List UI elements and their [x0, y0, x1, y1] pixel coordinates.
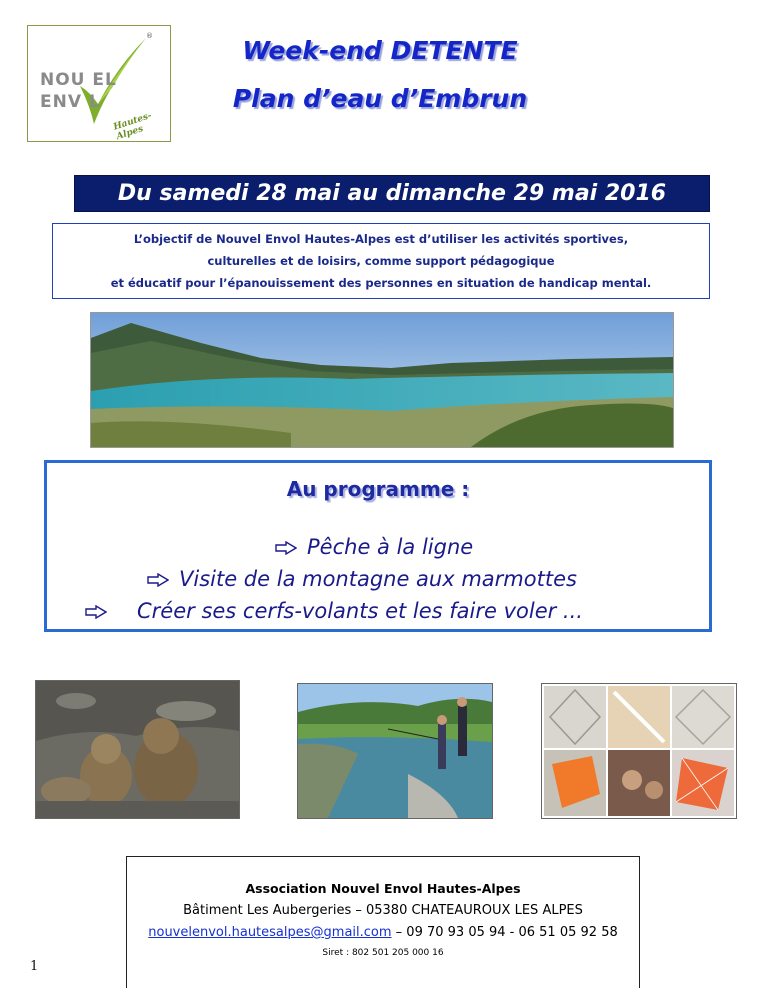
fishing-photo [297, 683, 493, 819]
registered-mark: ® [146, 32, 153, 40]
programme-item-label: Visite de la montagne aux marmottes [179, 567, 577, 591]
contact-footer [126, 856, 640, 988]
date-banner: Du samedi 28 mai au dimanche 29 mai 2016 [74, 175, 710, 212]
association-name: Association Nouvel Envol Hautes-Alpes [245, 881, 521, 896]
programme-item-label: Créer ses cerfs-volants et les faire voler ... [137, 599, 583, 623]
marmots-photo [35, 680, 240, 819]
siret-number: Siret : 802 501 205 000 16 [322, 948, 444, 958]
logo-subtitle: Hautes-Alpes [112, 110, 154, 143]
nouvel-envol-logo [27, 25, 171, 142]
email-link[interactable]: nouvelenvol.hautesalpes@gmail.com [148, 925, 392, 940]
association-address: Bâtiment Les Aubergeries – 05380 CHATEAUROUX LES ALPES [183, 903, 583, 918]
lake-panorama-photo [90, 312, 674, 448]
event-title: Week-end DETENTE [242, 36, 518, 65]
page-number: 1 [30, 959, 39, 974]
programme-item [147, 567, 577, 591]
objective-box [52, 223, 710, 299]
arrow-right-icon [85, 605, 107, 619]
arrow-right-icon [147, 573, 169, 587]
programme-box [44, 460, 712, 632]
programme-item-label: Pêche à la ligne [307, 535, 474, 559]
programme-item [85, 599, 583, 623]
event-location: Plan d’eau d’Embrun [232, 84, 528, 113]
arrow-right-icon [275, 541, 297, 555]
objective-line: L’objectif de Nouvel Envol Hautes-Alpes est d’utiliser les activités sportives, [133, 232, 629, 246]
objective-line: et éducatif pour l’épanouissement des personnes en situation de handicap mental. [110, 276, 652, 290]
programme-item [275, 535, 473, 559]
objective-line: culturelles et de loisirs, comme support pédagogique [207, 254, 555, 268]
programme-heading: Au programme : [286, 477, 470, 501]
logo-word-2: ENV L [40, 92, 101, 112]
phone-numbers: – 09 70 93 05 94 - 06 51 05 92 58 [391, 925, 618, 940]
contact-line [127, 925, 639, 940]
logo-word-1: NOU EL [40, 70, 117, 90]
kites-collage-photo [541, 683, 737, 819]
